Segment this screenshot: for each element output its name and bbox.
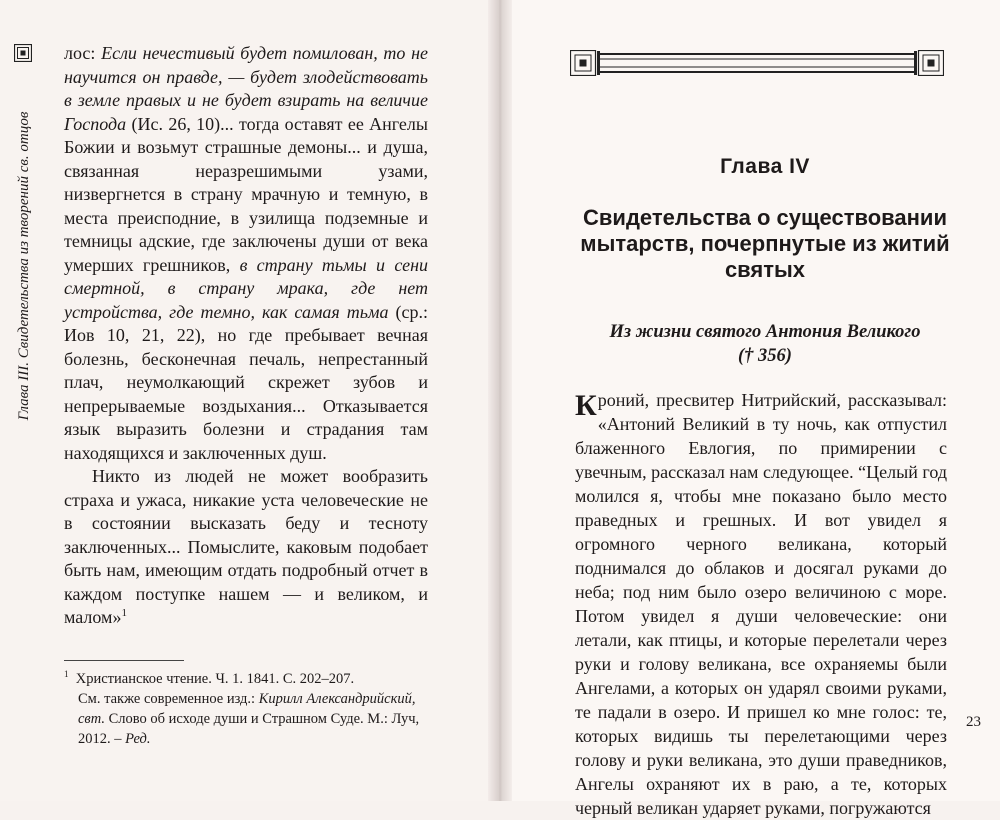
footnote-1: $^1$ Христианское чтение. Ч. 1. 1841. С. 202–207.	[64, 669, 355, 687]
drop-cap: К	[575, 389, 597, 422]
left-paragraph-1: лос: Если нечестивый будет помилован, то не научится он правде, — будет злодействовать в земле правых и не будет взирать на величие Господа (Ис. 26, 10)... тогда оставят ее Ангелы Божии и возьмут страшные демоны... и душа, связанная неразрешимыми узами, низвергнется в страну мрачную и темную, в места преисподние, в узилища подземные и темницы адские, где заключены души от века умерших грешников, в страну тьмы и сени смертной, в страну мрака, где нет устройства, где темно, как самая тьма (ср.: Иов 10, 21, 22), но где пребывает вечная болезнь, бесконечная печаль, непрестанный плач, неумолкающий скрежет зубов и непрерываемые воздыхания... Отказывается язык выразить болезни и страдания там находящихся и заключенных душ.	[64, 43, 429, 463]
footnote-1-continuation: См. также современное изд.: Кирилл Александрийский, свт. Слово об исходе души и Страшном Суде. М.: Луч, 2012. – Ред.	[78, 690, 420, 747]
running-head-title: Глава III. Свидетельства из творений св. отцов	[16, 111, 32, 421]
chapter-title: Свидетельства о существовании мытарств, почерпнутые из житий святых	[580, 205, 950, 282]
chapter-heading: Глава IV	[720, 155, 810, 178]
book-gutter	[488, 0, 512, 801]
right-paragraph-1: Кроний, пресвитер Нитрийский, рассказывал: «Антоний Великий в ту ночь, как отпустил блаженного Евлогия, по примирении с увечным, рассказал нам следующее. “Целый год молился я, чтобы мне показано было место праведных и грешных. И вот увидел я огромного черного великана, который поднимался до облаков и досягал руками до неба; под ним было озеро величиною с море. Потом увидел я души человеческие: они летали, как птицы, и которые перелетали через руки и голову великана, все охраняемы были Ангелами, а которых он ударял своими руками, те падали в озеро. И пришел ко мне голос: те, которых видишь ты перелетающими через голову и руки великана, это души праведников, Ангелы охраняют их в раю, а те, которых черный великан ударяет руками, погружаются	[575, 389, 947, 818]
page-number: 23	[966, 714, 981, 730]
footnotes	[64, 664, 428, 749]
ornament-emblem-icon	[14, 44, 32, 62]
right-body-text	[575, 388, 947, 820]
scripture-quote: Если нечестивый будет помилован, то не научится он правде, — будет злодействовать в земле правых и не будет взирать на величие Господа	[64, 43, 428, 134]
left-body-text	[64, 42, 428, 630]
footnote-divider	[64, 660, 184, 661]
scripture-quote: в страну тьмы и сени смертной, в страну мрака, где нет устройства, где темно, как самая тьма	[64, 254, 428, 322]
footnote-reference[interactable]: 1	[121, 607, 127, 619]
section-subtitle: Из жизни святого Антония Великого († 356)	[609, 322, 921, 366]
left-paragraph-2: Никто из людей не может вообразить страха и ужаса, никакие уста человеческие не в состоянии высказать беду и тесноту заключенных... Помыслите, каковым подобает быть нам, имеющим отдать подробный отчет в каждом поступке нашем — и великом, и малом»$^1$	[64, 466, 428, 627]
ornament-band-icon	[570, 50, 944, 76]
running-head	[14, 44, 36, 424]
